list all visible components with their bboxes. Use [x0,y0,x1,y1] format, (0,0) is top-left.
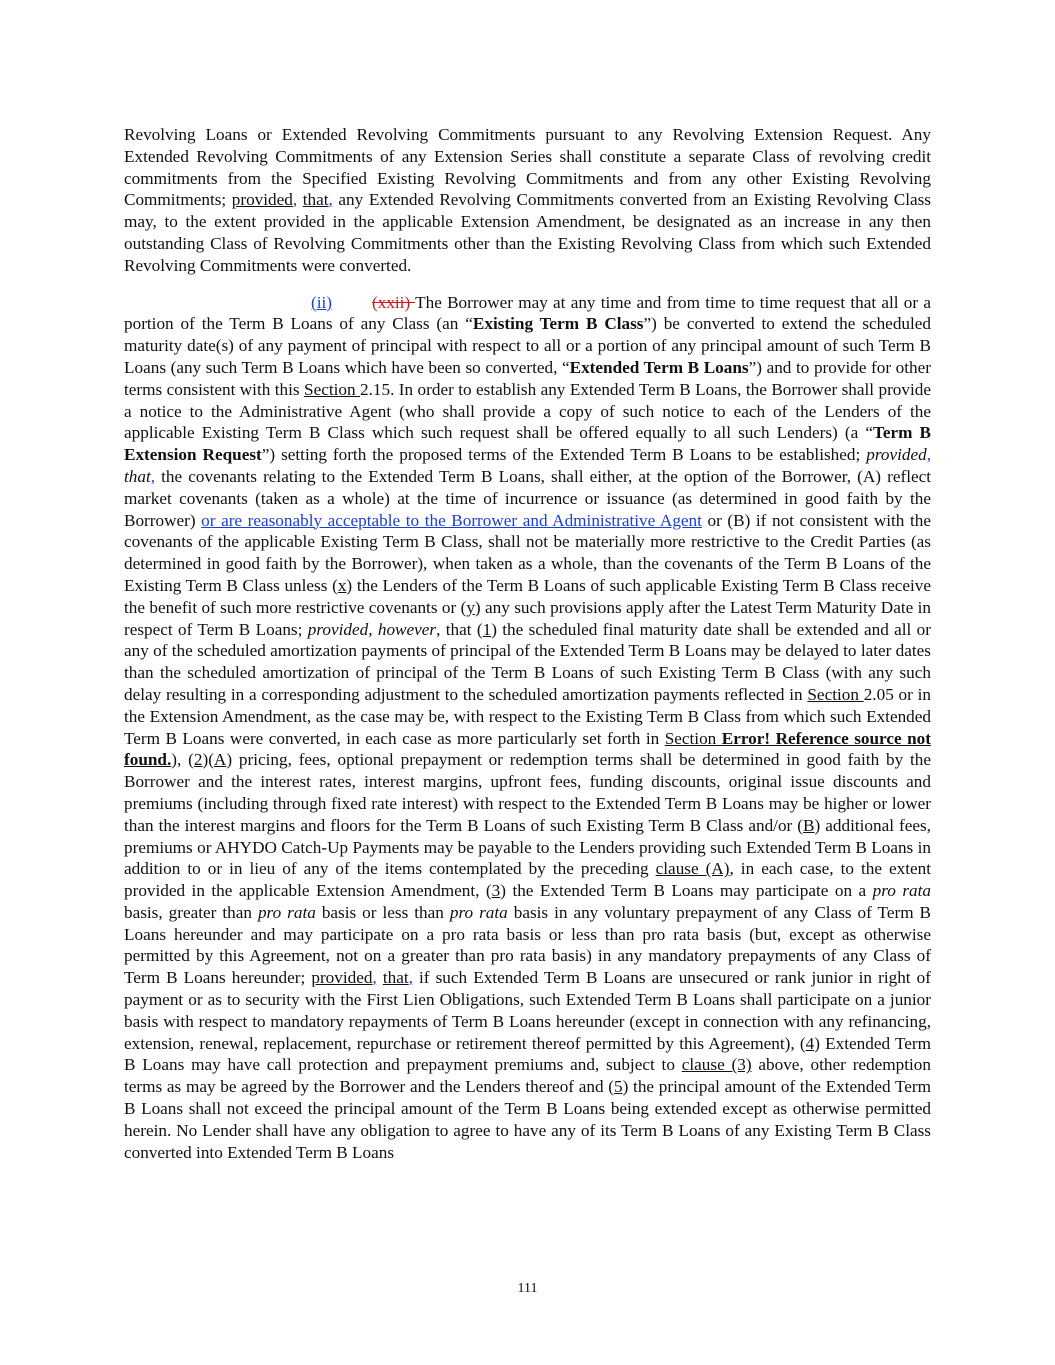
defined-term: Term B Extension Request [124,423,931,465]
inserted-comma: , [328,190,333,210]
inserted-clause-number: (ii) [311,292,332,312]
clause-reference: clause (3) [681,1055,752,1075]
paragraph-term-b-extension: (ii) (xxii) The Borrower may at any time and from time to time request that all or a portion of the Term B Loans of any Class (an “Existing Term B Class”) be converted to extend the scheduled maturity date(s) of any payment of principal with respect to all or a portion of any principal amount of such Term B Loans (any such Term B Loans which have been so converted, “Extended Term B Loans”) and to provide for other terms consistent with this Section 2.15. In order to establish any Extended Term B Loans, the Borrower shall provide a notice to the Administrative Agent (who shall provide a copy of such notice to each of the Lenders of the applicable Existing Term B Class which such request shall be offered equally to all such Lenders) (a “Term B Extension Request”) setting forth the proposed terms of the Extended Term B Loans to be established; provided, that, the covenants relating to the Extended Term B Loans, shall either, at the option of the Borrower, (A) reflect market covenants (taken as a whole) at the time of incurrence or issuance (as determined in good faith by the Borrower) or are reasonably acceptable to the Borrower and Administrative Agent or (B) if not consistent with the covenants of the applicable Existing Term B Class, shall not be materially more restrictive to the Credit Parties (as determined in good faith by the Borrower), when taken as a whole, than the covenants of the Term B Loans of the Existing Term B Class unless (x) the Lenders of the Term B Loans of such applicable Existing Term B Class receive the benefit of such more restrictive covenants or (y) any such provisions apply after the Latest Term Maturity Date in respect of Term B Loans; provided, however, that (1) the scheduled final maturity date shall be extended and all or any of the scheduled amortization payments of principal of the Extended Term B Loans may be delayed to later dates than the scheduled amortization of principal of the Term B Loans of such Existing Term B Class (with any such delay resulting in a corresponding adjustment to the scheduled amortization payments reflected in Section 2.05 or in the Extension Amendment, as the case may be, with respect to the Existing Term B Class from which such Extended Term B Loans were converted, in each case as more particularly set forth in Section Error! Reference source not found.), (2)(A) pricing, fees, optional prepayment or redemption terms shall be determined in good faith by the Borrower and the interest rates, interest margins, upfront fees, funding discounts, original issue discounts and premiums (including through fixed rate interest) with respect to the Extended Term B Loans may be higher or lower than the interest margins and floors for the Term B Loans of such Existing Term B Class and/or (B) additional fees, premiums or AHYDO Catch-Up Payments may be payable to the Lenders providing such Extended Term B Loans in addition to or in lieu of any of the items contemplated by the preceding clause (A), in each case, to the extent provided in the applicable Extension Amendment, (3) the Extended Term B Loans may participate on a pro rata basis, greater than pro rata basis or less than pro rata basis in any voluntary prepayment of any Class of Term B Loans hereunder and may participate on a pro rata basis or less than pro rata basis (but, except as otherwise permitted by this Agreement, not on a greater than pro rata basis) in any mandatory prepayments of any Class of Term B Loans hereunder; provided, that, if such Extended Term B Loans are unsecured or rank junior in right of payment or as to security with the First Lien Obligations, such Extended Term B Loans shall participate on a junior basis with respect to mandatory repayments of Term B Loans hereunder (except in connection with any refinancing, extension, renewal, replacement, repurchase or retirement thereof permitted by this Agreement), (4) Extended Term B Loans may have call protection and prepayment premiums and, subject to clause (3) above, other redemption terms as may be agreed by the Borrower and the Lenders thereof and (5) the principal amount of the Extended Term B Loans shall not exceed the principal amount of the Term B Loans being extended except as otherwise permitted herein. No Lender shall have any obligation to agree to have any of its Term B Loans of any Existing Term B Class converted into Extended Term B Loans [124,292,932,1162]
inserted-text: or are reasonably acceptable to the Borrower and Administrative Agent [201,510,702,530]
defined-term: Extended Term B Loans [569,357,749,377]
defined-term: Existing Term B Class [472,314,644,334]
deleted-clause-number: (xxii) [372,292,416,312]
reference-error: Error! Reference source not found. [124,728,931,770]
inserted-comma: , [292,190,298,210]
clause-reference: clause (A) [655,859,730,879]
section-reference: Section [304,379,360,399]
document-page [124,124,931,1163]
paragraph-revolving-commitments: Revolving Loans or Extended Revolving Commitments pursuant to any Revolving Extension Request. Any Extended Revolving Commitments of any Extension Series shall constitute a separate Class of revolving credit commitments from the Specified Existing Revolving Commitments and from any other Existing Revolving Commitments; provided, that, any Extended Revolving Commitments converted from an Existing Revolving Class may, to the extent provided in the applicable Extension Amendment, be designated as an increase in any then outstanding Class of Revolving Commitments other than the Existing Revolving Class from which such Extended Revolving Commitments were converted. [124,125,931,275]
page-number: 111 [517,1281,538,1296]
section-reference: Section [664,728,722,748]
section-reference: Section [807,684,864,704]
